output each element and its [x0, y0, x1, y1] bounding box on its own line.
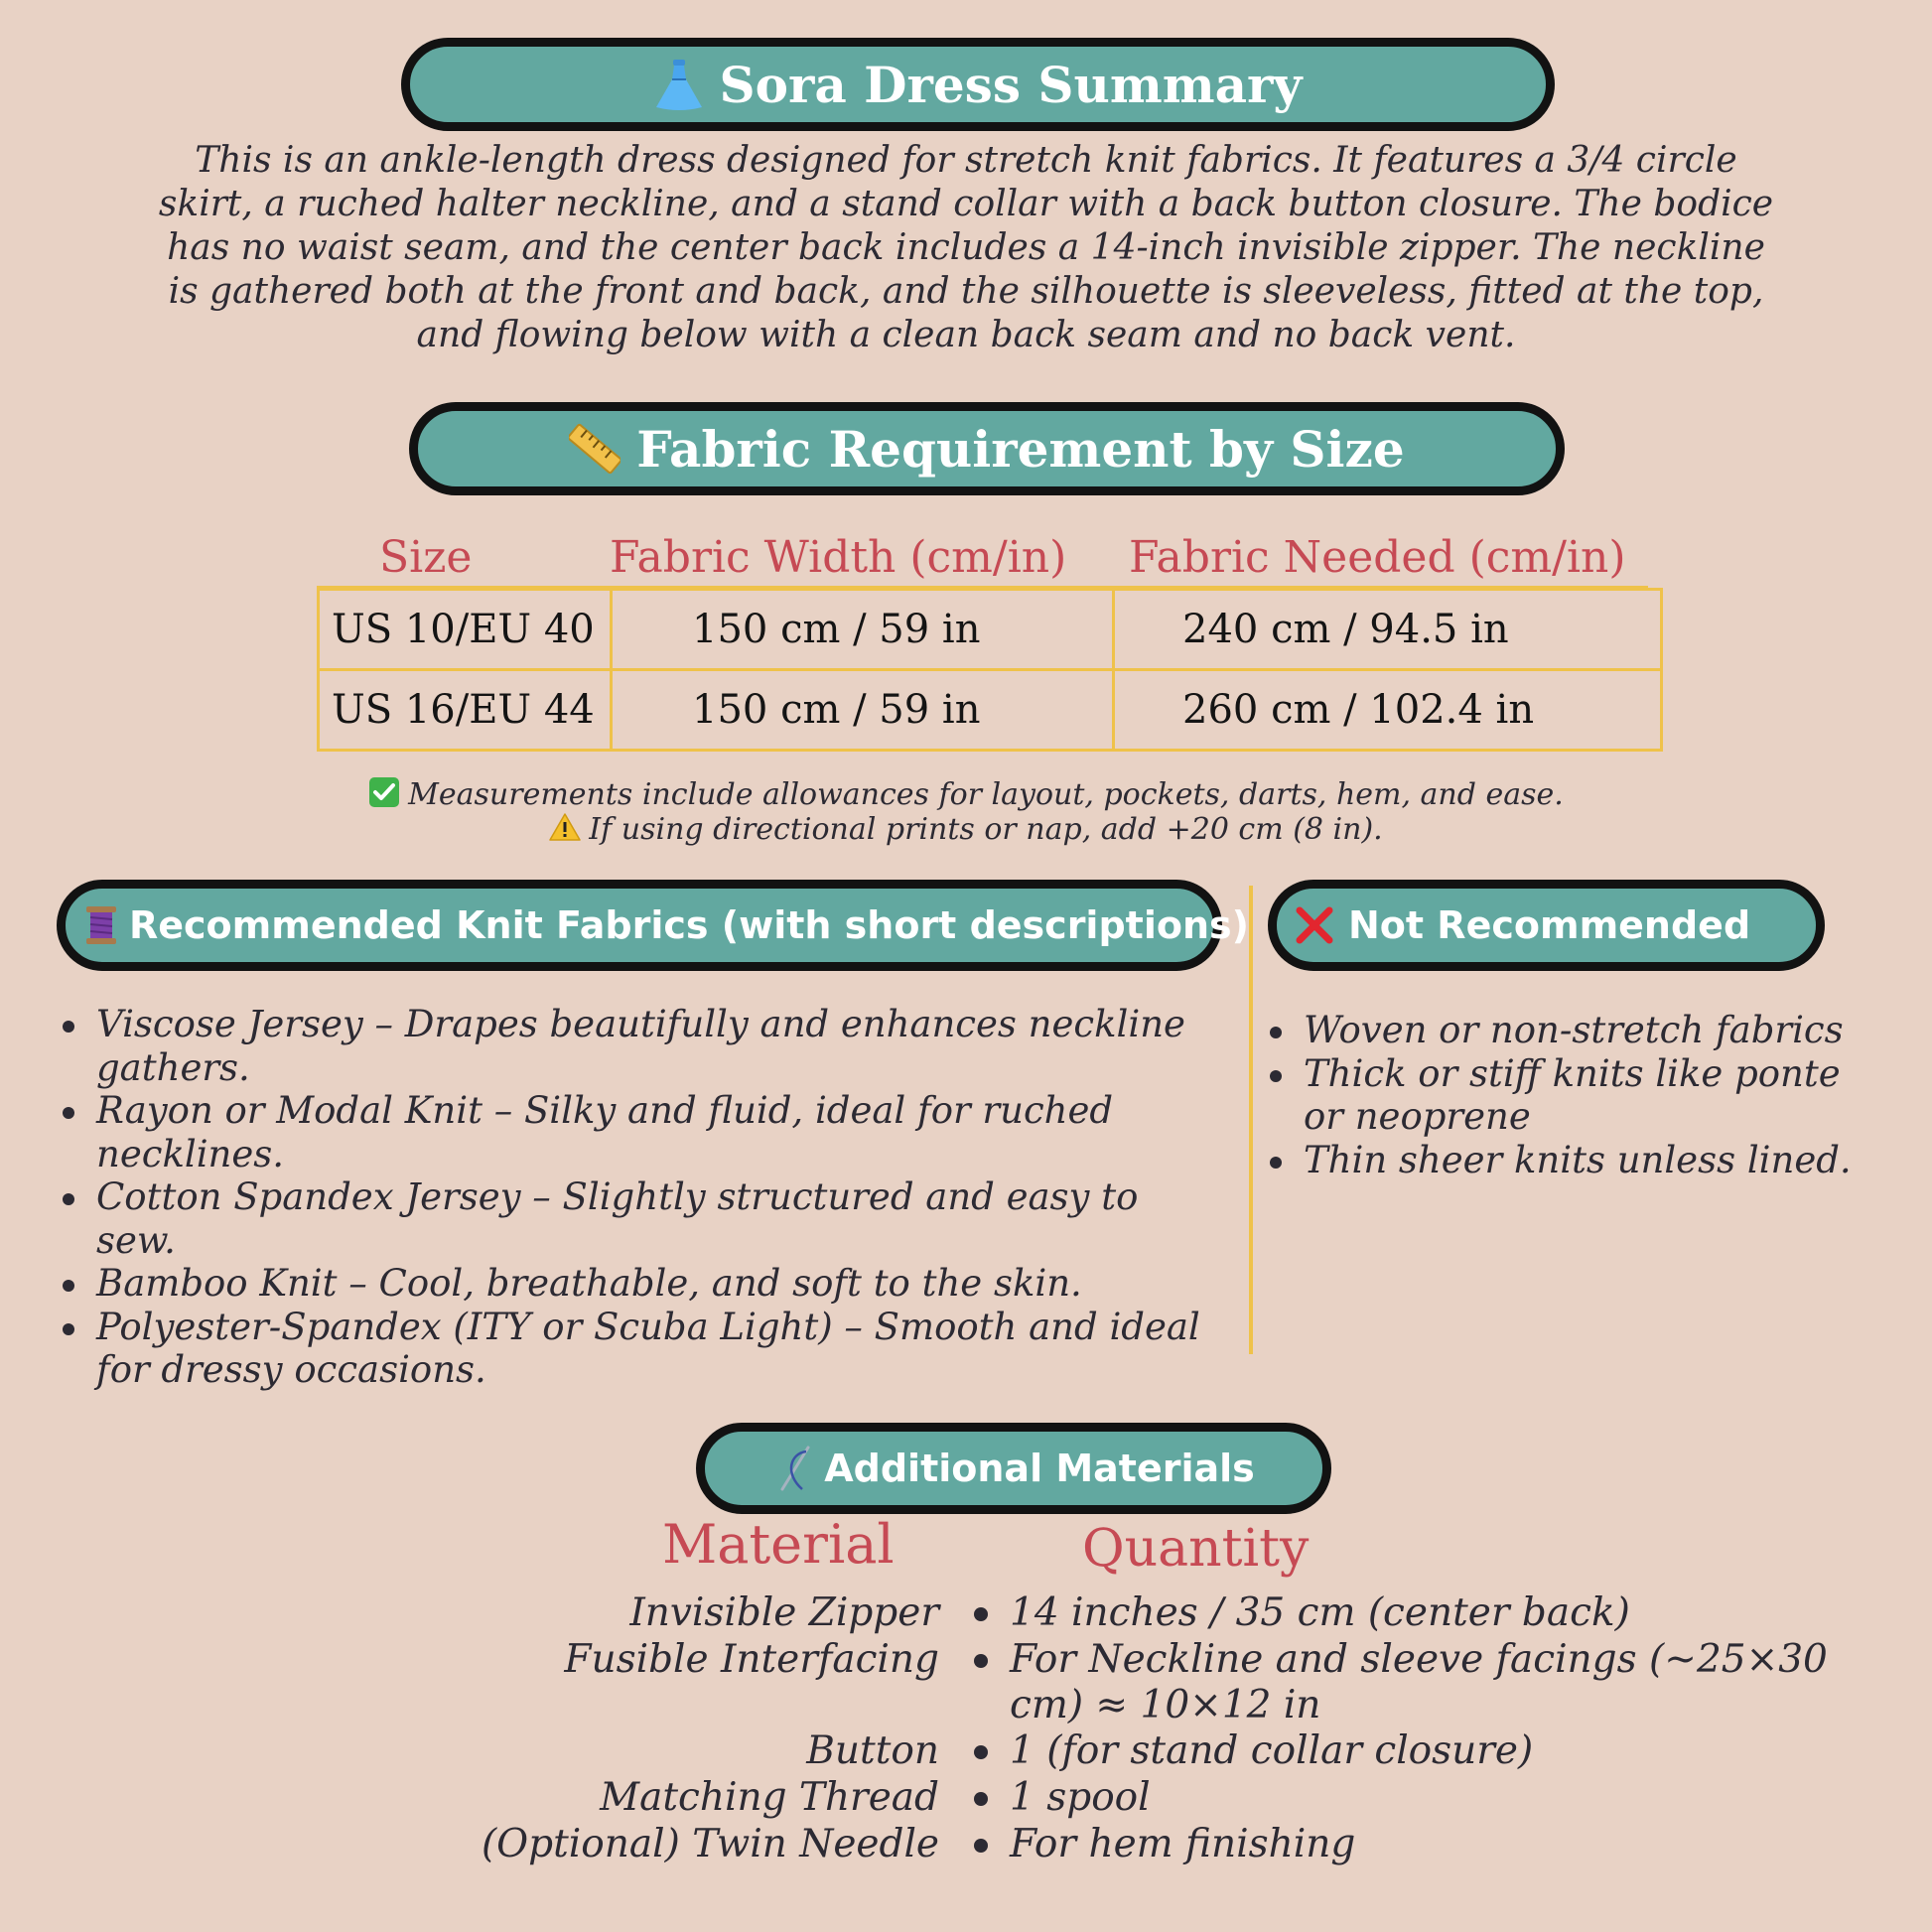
summary-paragraph: This is an ankle-length dress designed for stretch knit fabrics. It features a 3/4 circle skirt, a ruched halter neckline, and a stand collar with a back button closure. The bodice has no waist seam, and the center back includes a 14-inch invisible zipper. The neckline is gathered both at the front and back, and the silhouette is sleeveless, fitted at the top, and flowing below with a clean back seam and no back vent.: [158, 140, 1774, 355]
fabric-requirement-title: Fabric Requirement by Size: [636, 419, 1405, 479]
material-quantity: For hem finishing: [1010, 1822, 1356, 1866]
material-name: (Optional) Twin Needle: [481, 1822, 939, 1866]
list-item: Rayon or Modal Knit – Silky and fluid, ideal for ruched necklines.: [59, 1089, 1220, 1175]
column-header-fabric-needed: Fabric Needed (cm/in): [1129, 532, 1626, 583]
not-recommended-banner: [1268, 880, 1825, 971]
recommended-banner: [57, 880, 1249, 971]
cross-mark-icon: [1295, 905, 1334, 945]
needle-thread-icon: [772, 1444, 816, 1493]
list-item: Viscose Jersey – Drapes beautifully and enhances neckline gathers.: [59, 1003, 1220, 1089]
bullet: [974, 1607, 988, 1621]
fabric-requirement-banner: [409, 402, 1565, 495]
list-item: Woven or non-stretch fabrics: [1266, 1009, 1862, 1052]
additional-materials-title: Additional Materials: [824, 1447, 1255, 1490]
material-name: Fusible Interfacing: [564, 1637, 939, 1682]
note-directional-text: If using directional prints or nap, add +20 cm (8 in).: [589, 812, 1383, 847]
fabric-requirement-table: [317, 588, 1663, 752]
list-item: Thick or stiff knits like ponte or neoprene: [1266, 1052, 1862, 1139]
size-cell: US 10/EU 40: [319, 590, 612, 670]
recommended-title: Recommended Knit Fabrics (with short descriptions): [129, 903, 1249, 947]
needed-cell: 260 cm / 102.4 in: [1114, 670, 1662, 751]
recommended-list: [59, 1003, 1220, 1392]
not-recommended-list: [1266, 1009, 1862, 1181]
size-cell: US 16/EU 44: [319, 670, 612, 751]
bullet: [974, 1839, 988, 1853]
additional-materials-banner: [696, 1423, 1331, 1514]
bullet: [974, 1745, 988, 1759]
column-header-fabric-width: Fabric Width (cm/in): [610, 532, 1067, 583]
material-quantity: 14 inches / 35 cm (center back): [1010, 1590, 1630, 1635]
column-divider: [1249, 886, 1253, 1354]
check-mark-icon: [368, 776, 400, 816]
list-item: Thin sheer knits unless lined.: [1266, 1139, 1862, 1182]
note-measurements: [0, 776, 1932, 816]
table-row: [319, 670, 1662, 751]
column-header-material: Material: [662, 1513, 895, 1576]
material-quantity: 1 (for stand collar closure): [1010, 1728, 1534, 1773]
dress-icon: [654, 58, 704, 111]
note-directional: [0, 812, 1932, 850]
warning-icon: [549, 812, 581, 850]
note-measurements-text: Measurements include allowances for layout, pockets, darts, hem, and ease.: [408, 777, 1564, 812]
table-row: [319, 590, 1662, 670]
material-quantity: 1 spool: [1010, 1775, 1151, 1820]
thread-spool-icon: [83, 904, 119, 946]
summary-title: Sora Dress Summary: [719, 55, 1303, 114]
bullet: [974, 1792, 988, 1806]
list-item: Polyester-Spandex (ITY or Scuba Light) – Smooth and ideal for dressy occasions.: [59, 1306, 1220, 1392]
summary-title-banner: [401, 38, 1555, 131]
material-quantity: For Neckline and sleeve facings (~25×30 cm) ≈ 10×12 in: [1010, 1637, 1828, 1727]
bullet: [974, 1654, 988, 1668]
list-item: Bamboo Knit – Cool, breathable, and soft to the skin.: [59, 1262, 1220, 1306]
width-cell: 150 cm / 59 in: [612, 590, 1114, 670]
list-item: Cotton Spandex Jersey – Slightly structured and easy to sew.: [59, 1175, 1220, 1262]
material-name: Matching Thread: [600, 1775, 939, 1820]
material-name: Invisible Zipper: [629, 1590, 939, 1635]
width-cell: 150 cm / 59 in: [612, 670, 1114, 751]
column-header-size: Size: [379, 532, 473, 583]
material-name: Button: [806, 1728, 939, 1773]
not-recommended-title: Not Recommended: [1348, 903, 1751, 947]
ruler-icon: [569, 423, 621, 475]
needed-cell: 240 cm / 94.5 in: [1114, 590, 1662, 670]
column-header-quantity: Quantity: [1082, 1519, 1310, 1579]
